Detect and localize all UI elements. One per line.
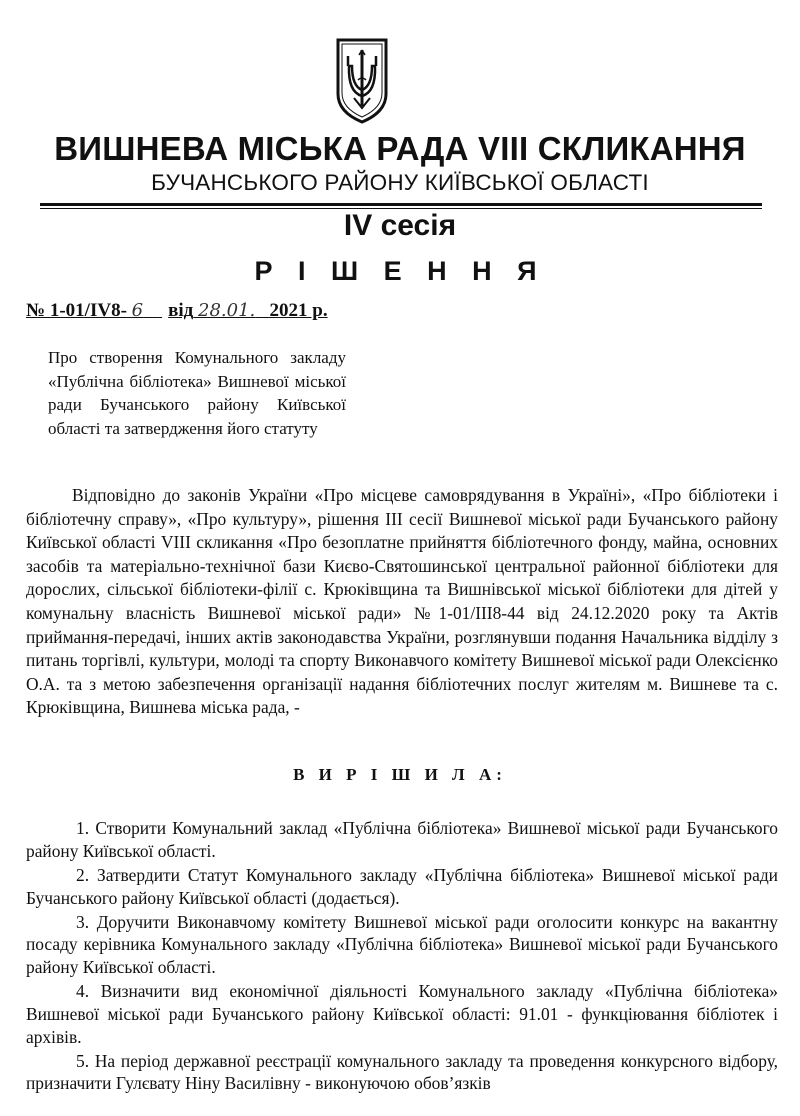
decision-date-handwritten: 28.01. — [198, 300, 256, 321]
header-divider-thick — [40, 203, 762, 206]
decision-number-prefix: № 1-01/IV8- — [26, 300, 127, 321]
decision-year: 2021 р. — [269, 300, 328, 321]
council-region: БУЧАНСЬКОГО РАЙОНУ КИЇВСЬКОЇ ОБЛАСТІ — [151, 170, 649, 195]
date-from-label: від — [168, 300, 194, 321]
decision-item: 3. Доручити Виконавчому комітету Вишневої міської ради оголосити конкурс на вакантну посаду керівника Комунального закладу «Публічна бібліотека» Вишневої міської ради Бучанського району Київської області. — [26, 911, 778, 977]
session-title: IV сесія — [343, 209, 457, 242]
decision-item: 1. Створити Комунальний заклад «Публічна бібліотека» Вишневої міської ради Бучанського району Київської області. — [26, 818, 778, 861]
council-name: ВИШНЕВА МІСЬКА РАДА VIII СКЛИКАННЯ — [54, 130, 746, 167]
tryzub-emblem-icon — [334, 36, 390, 126]
decision-item: 2. Затвердити Статут Комунального закладу «Публічна бібліотека» Вишневої міської ради Бучанського району Київської області (додається). — [26, 864, 778, 908]
decision-number-handwritten: 6 — [131, 300, 144, 321]
resolved-heading: В И Р І Ш И Л А: — [293, 765, 507, 784]
decision-items-list — [26, 817, 778, 1096]
decision-subject: Про створення Комунального закладу «Публічна бібліотека» Вишневої міської ради Бучанського району Київської області та затвердження його статуту — [48, 348, 346, 438]
document-type-title: Р І Ш Е Н Н Я — [254, 256, 546, 286]
decision-item: 5. На період державної реєстрації комунального закладу та проведення конкурсного відбору, призначити Гулєвату Ніну Василівну - виконуючою обов’язків — [26, 1050, 778, 1094]
preamble-paragraph: Відповідно до законів України «Про місцеве самоврядування в Україні», «Про бібліотеки і бібліотечну справу», «Про культуру», рішення ІІІ сесії Вишневої міської ради Бучанського району Київської області VІІІ скликання «Про безоплатне прийняття бібліотечного фонду, майна, основних засобів та матеріально-технічної бази Києво-Святошинської центральної районної бібліотеки для дорослих, сільської бібліотеки-філії с. Крюківщина та Вишнівської міської бібліотеки для дітей у комунальну власність Вишневої міської ради» №1-01/ІІІ8-44 від 24.12.2020 року та Актів приймання-передачі, інших актів законодавства України, розглянувши подання Начальника відділу з питань торгівлі, культури, молоді та спорту Виконавчого комітету Вишневої міської ради Олексієнко О.А. та з метою забезпечення організації надання бібліотечних послуг жителям м. Вишневе та с. Крюківщина, Вишнева міська рада, - — [26, 485, 778, 718]
decision-number-line — [26, 300, 328, 322]
decision-item: 4. Визначити вид економічної діяльності Комунального закладу «Публічна бібліотека» Вишневої міської ради Бучанського району Київської області: 91.01 - функціювання бібліотек і архівів. — [26, 981, 778, 1047]
